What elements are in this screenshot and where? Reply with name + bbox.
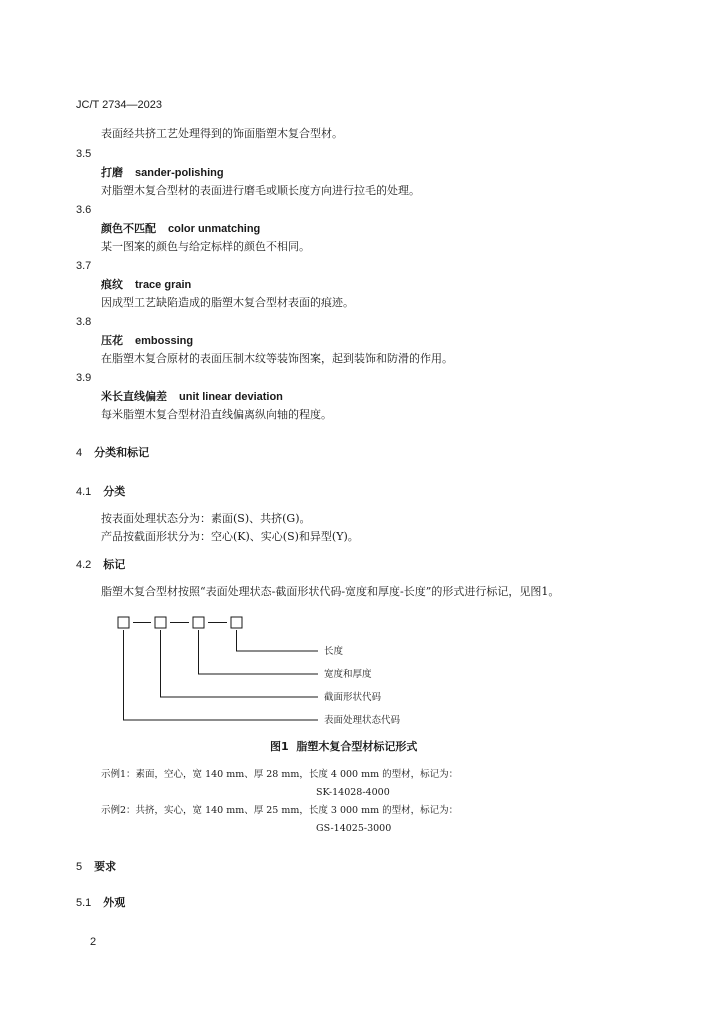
example-1-code: SK-14028-4000 [316, 787, 390, 798]
term-en: embossing [135, 335, 194, 347]
section-number: 4 [76, 447, 83, 459]
figure-caption [270, 740, 417, 754]
figure-title: 脂塑木复合型材标记形式 [296, 740, 418, 753]
section-title: 分类 [103, 485, 126, 498]
term-definition: 每米脂塑木复合型材沿直线偏离纵向轴的程度。 [101, 408, 332, 421]
term-cn: 颜色不匹配 [101, 222, 156, 235]
clause-number: 3.7 [76, 260, 92, 272]
term-en: unit linear deviation [179, 391, 283, 403]
example-2-text: 示例2：共挤，实心，宽 140 mm、厚 25 mm，长度 3 000 mm 的型材，标记为： [101, 805, 459, 816]
leader-surface-code [124, 630, 319, 720]
clause-number: 3.9 [76, 372, 92, 384]
section-number: 5 [76, 861, 83, 873]
section-number: 4.2 [76, 559, 92, 571]
term-en: color unmatching [168, 223, 261, 235]
section-title: 标记 [103, 558, 126, 571]
clause-number: 3.8 [76, 316, 92, 328]
term-en: trace grain [135, 279, 192, 291]
classification-shape: 产品按截面形状分为：空心(K)、实心(S)和异型(Y)。 [101, 530, 359, 543]
label-length: 长度 [324, 646, 344, 657]
marking-description: 脂塑木复合型材按照“表面处理状态-截面形状代码-宽度和厚度-长度”的形式进行标记，见图1。 [101, 585, 560, 598]
section-heading-5 [76, 860, 116, 874]
example-1-text: 示例1：素面，空心，宽 140 mm、厚 28 mm，长度 4 000 mm 的型材，标记为： [101, 769, 459, 780]
term-cn: 米长直线偏差 [101, 390, 167, 403]
box-shape-code [155, 617, 166, 628]
section-title: 要求 [94, 860, 117, 873]
term-definition: 某一图案的颜色与给定标样的颜色不相同。 [101, 240, 310, 253]
classification-surface: 按表面处理状态分为：素面(S)、共挤(G)。 [101, 512, 311, 525]
term-cn: 压花 [101, 334, 123, 347]
example-2-code: GS-14025-3000 [316, 823, 392, 834]
box-width-thickness [193, 617, 204, 628]
clause-number: 3.6 [76, 204, 92, 216]
section-number: 5.1 [76, 897, 92, 909]
box-surface-code [118, 617, 129, 628]
term-cn: 打磨 [101, 166, 123, 179]
label-shape-code: 截面形状代码 [324, 692, 382, 703]
leader-shape-code [161, 630, 319, 697]
term-en: sander-polishing [135, 167, 224, 179]
term-definition: 在脂塑木复合原材的表面压制木纹等装饰图案，起到装饰和防滑的作用。 [101, 352, 453, 365]
section-heading-5-1 [76, 896, 125, 910]
section-title: 分类和标记 [94, 446, 150, 459]
term-definition: 对脂塑木复合型材的表面进行磨毛或顺长度方向进行拉毛的处理。 [101, 184, 420, 197]
figure-number: 图1 [270, 740, 289, 753]
clause-number: 3.5 [76, 148, 92, 160]
document-code: JC/T 2734—2023 [76, 99, 163, 111]
leader-length [237, 630, 319, 651]
box-length [231, 617, 242, 628]
label-width-thickness: 宽度和厚度 [324, 669, 372, 680]
term-definition: 因成型工艺缺陷造成的脂塑木复合型材表面的痕迹。 [101, 296, 354, 309]
leader-width-thickness [199, 630, 319, 674]
definition-continuation: 表面经共挤工艺处理得到的饰面脂塑木复合型材。 [101, 127, 343, 140]
section-number: 4.1 [76, 486, 92, 498]
label-surface-code: 表面处理状态代码 [324, 715, 401, 726]
page-number: 2 [90, 936, 97, 948]
section-title: 外观 [103, 896, 126, 909]
term-cn: 痕纹 [101, 278, 123, 291]
